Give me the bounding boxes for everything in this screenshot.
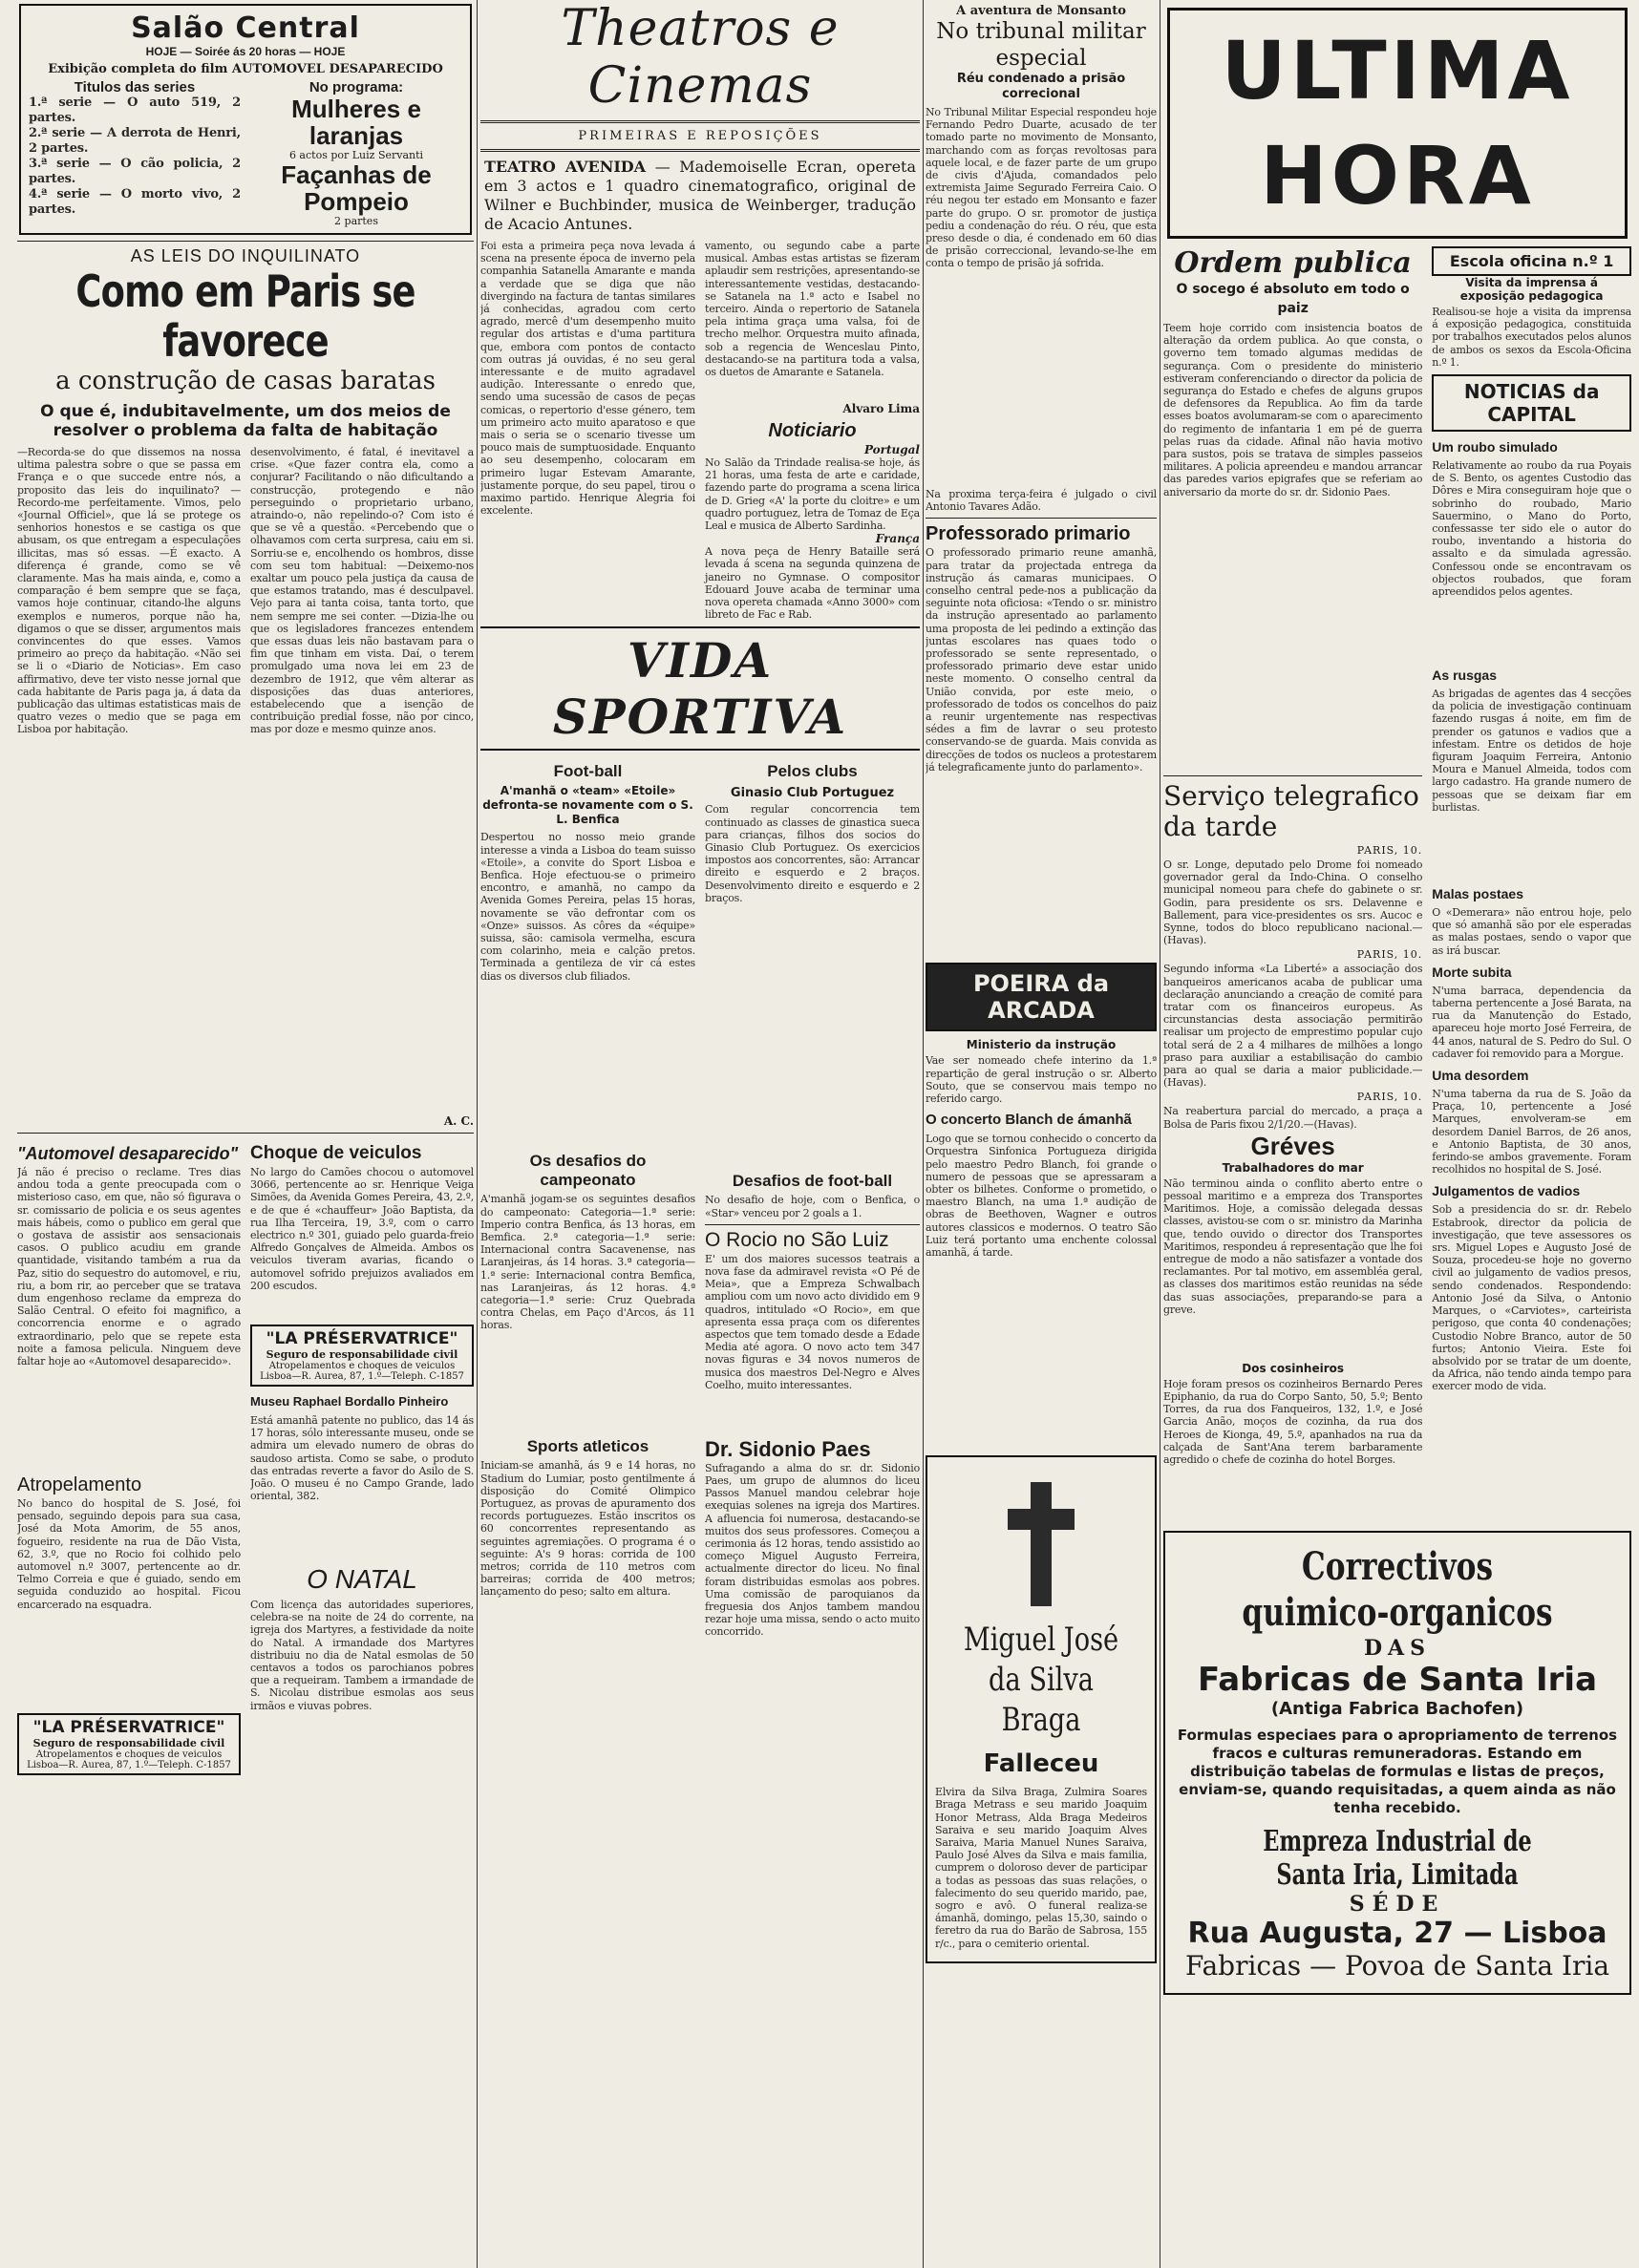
choque-title: Choque de veiculos [250, 1143, 422, 1163]
noticiario-franca: França [875, 532, 920, 546]
ordem-title: Ordem publica [1174, 246, 1412, 280]
obit-name: Miguel José da Silva Braga [963, 1621, 1119, 1740]
greves-body: Não terminou ainda o conflito aberto entre o pessoal maritimo e a empreza dos Transportes Maritimos. Hoje, a comissão delegada dessas classes, avistou-se com o sr. ministro da Marinha que, tendo ouvido o director dos Transportes Maritimos, respondeu á representação que lhe foi entregue de modo a não satisfazer a vontade dos reclamantes. Por tal motivo, em assembléa geral, as classes dos maritimos estão reunidas na séde das suas associações, preparando-se para a greve. [1163, 1176, 1423, 1316]
desafios2-title: Desafios de foot-ball [732, 1172, 893, 1191]
malas-title: Malas postaes [1432, 886, 1524, 902]
preservatrice-line3: Lisboa—R. Aurea, 87, 1.º—Teleph. C-1857 [260, 1371, 464, 1382]
malas-body: O «Demerara» não entrou hoje, pelo que só amanhã são por ele esperadas as malas postaes, sendo o vapor que as irá buscar. [1432, 906, 1631, 957]
morte-body: N'uma barraca, dependencia da taberna pertencente a José Barata, na rua da Manutenção do Estado, apareceu hoje morto José Ferreira, de 44 anos, natural de S. Pedro do Sul. O cadaver foi removido para a Morgue. [1432, 984, 1631, 1060]
natal-title: O NATAL [307, 1564, 417, 1594]
vadios-title: Julgamentos de vadios [1432, 1183, 1581, 1199]
football-deck: A'manhã o «team» «Etoile» defronta-se novamente com o S. L. Benfica [482, 784, 693, 827]
desafios-body: A'manhã jogam-se os seguintes desafios do campeonato: Categoria—1.ª serie: Imperio contra Benfica, ás 13 horas, em Bemfica. 2.ª categoria—1.ª serie: Internacional contra Sacavenense, nas Laranjeiras, ás 14 horas. 3.ª categoria—1.ª serie: Internacional contra Bemfica, nas Laranjeiras, ás 12 horas. 4.ª categoria—1.ª serie: Cruz Quebrada contra Chelas, em Paço d'Arcos, ás 11 horas. [480, 1193, 695, 1332]
preservatrice-line2: Atropelamentos e choques de veiculos [35, 1749, 223, 1760]
servico-dateline-1: PARIS, 10. [1356, 844, 1423, 857]
museu-body: Está amanhã patente no publico, das 14 ás 17 horas, sólo interessante museu, onde se admira um elevado numero de obras do saudoso artista. Como se sabe, o produto das entradas reverte a favor do Asilo de S. João. O museu é no Campo Grande, lado oriental, 382. [250, 1414, 474, 1503]
salao-central-ad [19, 4, 472, 235]
ad-company: Fabricas de Santa Iria [1197, 1660, 1598, 1699]
column-rule [477, 0, 478, 2268]
natal-body: Com licença das autoridades superiores, celebra-se na noite de 24 do corrente, na igreja dos Martyres, a festividade da noite do Natal. A irmandade dos Martyres distribuiu no dia de Natal esmolas de 50 centavos a todos os parochianos pobres que a requeiram. Tambem a irmandade de S. Nicolau distribue esmolas aos seus irmãos e viuvas pobres. [250, 1599, 474, 1712]
servico-body-2: Segundo informa «La Liberté» a associação dos banqueiros americanos acaba de publicar uma declaração anunciando a creação de comité para tratar com os financeiros europeus. As circunstancias desta associação permitirão realisar um projecto de emprestimo popular cujo total será de 2 a 4 milhares de milhões a longo praso para auxiliar a estabilisação do cambio para ao qual se daria a maior publicidade.—(Havas). [1163, 963, 1423, 1090]
inquilinato-body-2: desenvolvimento, é fatal, é inevitavel a crise. «Que fazer contra ela, como a conjurar? Facilitando o não dificultando a construcção, protegendo e não perseguindo o proprietario urbano, atraindo-o, não repelindo-o? Com isto é que se vê a questão. «Percebendo que o olhavamos com certa surpresa, caiu em si. Sorriu-se e, encolhendo os hombros, disse com seu tom habitual: —Deixemo-nos exaltar um pouco pela justiça da causa de que estamos tratando, mas é desculpavel. Vejo para ai tanta coisa, tanta torto, que nem sempre me sei conter. —Dizia-lhe ou que os legisladores francezes entendem que essas duas leis não bastavam para o fim que tinham em vista. Daí, o terem promulgado uma nova lei em 23 de dezembro de 1912, que vêm alterar as disposições das duas anteriores, estabelecendo que a isenção de contribuição predial fosse, não por cinco, mas por doze e mesmo quinze anos. [250, 446, 474, 736]
greves-sub: Trabalhadores do mar [1222, 1160, 1364, 1175]
teatros-logo: Theatros e Cinemas [561, 0, 840, 115]
column-left [17, 0, 474, 2268]
noticiario-title: Noticiario [768, 420, 857, 441]
servico-body-3: Na reabertura parcial do mercado, a praça a Bolsa de Paris fixou 2/1/20.—(Havas). [1163, 1105, 1423, 1131]
obit-body: Elvira da Silva Braga, Zulmira Soares Braga Metrass e seu marido Joaquim Honor Metrass, Alda Braga Medeiros Saraiva e seu marido Joaquim Alves Saraiva, Maria Manuel Nunes Saraiva, Paulo José Alves da Silva e mais familia, cumprem o doloroso dever de participar a todas as pessoas das suas relações, o falecimento do seu querido marido, pae, sogro e avô. O funeral realiza-se ámanhã, domingo, pelas 15,30, saindo o feretro da rua do Barão de Sabrosa, 155 r/c., para o cemiterio oriental. [935, 1786, 1147, 1950]
atleticos-title: Sports atleticos [526, 1437, 649, 1456]
greves-sub-2: Dos cosinheiros [1242, 1361, 1345, 1375]
ad-fabricas: Fabricas — Povoa de Santa Iria [1184, 1949, 1610, 1982]
football-body: Despertou no nosso meio grande interesse a vinda a Lisboa do team suisso «Etoile», a convite do Sport Lisboa e Benfica. Hoje efectuou-se o primeiro encontro, e amanhã, no campo da Avenida Gomes Pereira, pelas 15 horas, novamente se vão defrontar com os «Onze» suissos. As côres da «équipe» suissa, são: camisola vermelha, escura com colarinho, meia e calção pretos. Terminada a gentileza de vir cá estes dias os diversos club filiados. [480, 831, 695, 983]
preservatrice-line1: Seguro de responsabilidade civil [266, 1348, 458, 1361]
preservatrice-ad [250, 1325, 474, 1387]
ordem-body: Teem hoje corrido com insistencia boatos de alteração da ordem publica. Ao que consta, o governo tem tomado algumas medidas de segurança. Com o presidente do ministerio estiveram conferenciando o director da policia de segurança do Estado e chefes de alguns grupos de defensores da Republica. Ao fim da tarde esses boatos avolumaram-se com o aparecimento do regimento de infantaria 1 em pé de guerra pelas ruas da cidade. Afinal não havia motivo para sustos, pois se tratava de simples passeios militares. A policia apreendeu e mandou arrancar das paredes varios epigrafes que se referiam ao aniversario da morte do sr. dr. Sidonio Paes. [1163, 322, 1423, 498]
servico-body-1: O sr. Longe, deputado pelo Drome foi nomeado governador geral da Indo-China. O conselho municipal nomeou para chefe do gabinete o sr. Godin, para presidente os srs. Delavenne e Ballement, para vice-presidentes os srs. Aucoc e Synne, todos do bloco republicano nacional.—(Havas). [1163, 858, 1423, 947]
servico-dateline-3: PARIS, 10. [1356, 1091, 1423, 1104]
series-item: 4.ª serie — O morto vivo, 2 partes. [29, 187, 241, 217]
preservatrice-name: "LA PRÉSERVATRICE" [32, 1718, 225, 1737]
preservatrice-line1: Seguro de responsabilidade civil [32, 1737, 225, 1749]
ultima-hora-logo: ULTIMA HORA [1167, 8, 1628, 239]
inquilinato-headline: Como em Paris se favorece [75, 265, 415, 367]
fertilizer-ad [1163, 1531, 1631, 1995]
inquilinato-subhead: a construção de casas baratas [55, 367, 436, 395]
professorado-body: O professorado primario reune amanhã, para tratar da projectada entrega da instrução ás camaras municipaes. O conselho central pede-nos a publicação da seguinte nota oficiosa: «Tendo o sr. ministro da instrução apresentado ao parlamento uma proposta de lei pedindo a extinção das juntas escolares nas quaes todo o professorado se sente representado, o professorado primario deve estar unido neste momento. O conselho central da União convida, por este meio, o professorado de todos os concelhos do paiz a reunir urgentemente nas respectivas sédes a fim de lavrar o seu protesto conservando-se de guarda. Mais convida as direcções de todos os nucleos a protestarem já telegraficamente junto do parlamento». [926, 546, 1157, 774]
clubs-sub: Ginasio Club Portuguez [730, 786, 895, 801]
ad-sede: SÉDE [1349, 1891, 1446, 1917]
automovel-body: Já não é preciso o reclame. Tres dias andou toda a gente preocupada com o misterioso caso, em que, não só figurava o sr. comissario de policia e os seus agentes mais hábeis, como o publico em geral que o gostava de assistir aos sensacionais casos. O publico acudiu em grande quantidade, visitando também a rua da Paz, sitio do sequestro do automovel, e riu, riu, a bom rir, ao perceber que se tratava dum engenhoso reclame da empreza do Salão Central. O efeito foi magnifico, a concorrencia enorme e o agrado extraordinario, pelo que se repete esta noite a famosa pelicula. Ninguem deve faltar hoje ao «Automovel desaparecido». [17, 1166, 241, 1368]
teatros-body-1: Foi esta a primeira peça nova levada á scena na presente época de inverno pela companhia Satanella Amarante e manda a verdade que se diga que não divergindo na factura de tantas similares já conhecidas, agradou com certo agrado, mercê d'um desempenho muito regular dos artistas e d'uma partitura que, embora com pontos de contacto com outras já ouvidas, é no seu geral interessante e de muito agradavel audição. Interessante o enredo que, sendo uma sucessão de casos de peças comicas, o repertorio d'esse género, tem um primeiro acto muito aparatoso e que mais o seria se o scenario tivesse um pouco mais de sumptuosidade. Enquanto ao seu desempenho, colocaram em primeiro lugar Estevam Amarante, justamente porque, do seu papel, tirou o maximo partido. Henrique Alegria foi excelente. [480, 240, 695, 518]
football-title: Foot-ball [553, 762, 623, 781]
morte-title: Morte subita [1432, 964, 1512, 980]
noticiario-body-2: A nova peça de Henry Bataille será levada á scena na segunda quinzena de janeiro no Gymnase. O compositor Edouard Jouve acaba de terminar uma nova opereta chamada «Anno 3000» com libreto de Fac e Rab. [705, 545, 920, 622]
vadios-body: Sob a presidencia do sr. dr. Rebelo Estabrook, director da policia de investigação, que teve assessores os srs. Miguel Lopes e Augusto José de Souza, procedeu-se hoje no governo civil ao julgamento de vadios presos, sendo condenados. Respondendo: Antonio José da Silva, o Antonio Marques, o «Carviotes», carteirista perigoso, que conta 40 condenações; Custodio Nobre Branco, autor de 50 furtos; Antonio Vieira. Este foi absolvido por se tratar de um doente, da Africa, não tendo ainda tempo para exercer modo de vida. [1432, 1203, 1631, 1393]
preservatrice-line3: Lisboa—R. Aurea, 87, 1.º—Teleph. C-1857 [27, 1760, 231, 1770]
atropelamento-title: Atropelamento [17, 1474, 142, 1495]
ad-former-name: (Antiga Fabrica Bachofen) [1270, 1698, 1524, 1719]
series-item: 3.ª serie — O cão policia, 2 partes. [29, 157, 241, 186]
teatros-signature: Alvaro Lima [842, 402, 920, 415]
roubo-body: Relativamente ao roubo da rua Poyais de S. Bento, os agentes Custodio das Dôres e Mira conseguiram hoje que o sobrinho do roubado, Mario Sauermino, o Mano do Porto, confessasse ter sido ele o autor do roubo, inventando a historia do assalto e da simulada agressão. Confessou onde se encontravam os objectos roubados, que foram apreendidos pelos agentes. [1432, 459, 1631, 599]
salao-exhibition: Exibição completa do film AUTOMOVEL DESAPARECIDO [48, 62, 443, 76]
desafios2-body: No desafio de hoje, com o Benfica, o «Star» venceu por 2 goals a 1. [705, 1194, 920, 1219]
servico-dateline-2: PARIS, 10. [1356, 948, 1423, 962]
greves-body-2: Hoje foram presos os cozinheiros Bernardo Peres Epiphanio, da rua do Corpo Santo, 50, 5.º; Bento Torres, da rua dos Fanqueiros, 132, 1.º, e José Garcia Anão, moços de cozinha, da rua dos Heroes de Kionga, 49, 5.º, apanhados na rua da calçada de Sant'Ana terem barbaramente agredido o chefe de cozinha do hotel Borges. [1163, 1377, 1423, 1467]
preservatrice-name: "LA PRÉSERVATRICE" [266, 1329, 458, 1348]
choque-body: No largo do Camões chocou o automovel 3066, pertencente ao sr. Henrique Veiga Simões, da Avenida Gomes Pereira, 43, 2.º, e de que é «chauffeur» João Baptista, da rua Ilha Terceira, 19, 3.º, com o carro electrico n.º 301, guiado pelo guarda-freio Alfredo Gonçalves de Almeida. Ambos os veiculos tiveram avarias, ficando o automovel sofrido prejuizos avaliados em 200 escudos. [250, 1166, 474, 1292]
teatros-body-2: vamento, ou segundo cabe a parte musical. Ambas estas artistas se fizeram aplaudir sem restrições, apresentando-se interessantemente vestidas, destacando-se Satanela na 1.ª acto e Isabel no terceiro. Ainda o repertorio de Satanela pela intima graça uma valsa, foi de trecho melhor. Orquestra muito afinada, sob a regencia de Wenceslau Pinto, destacando-se na partitura toda a valsa, os duetos de Amarante e Satanela. [705, 240, 920, 379]
ordem-deck: O socego é absoluto em todo o paiz [1176, 282, 1410, 316]
desordem-title: Uma desordem [1432, 1068, 1529, 1084]
rocio-title: O Rocio no São Luiz [705, 1228, 889, 1251]
column-right [1163, 0, 1631, 2268]
rusgas-title: As rusgas [1432, 668, 1497, 684]
noticiario-body-1: No Salão da Trindade realisa-se hoje, ás 21 horas, uma festa de arte e caridade, fazendo parte do programa a scena lirica de D. Grieg «A' la porte du cloitre» e um quadro portuguez, letra de Tomaz de Eça Leal e musica de Alberto Sardinha. [705, 456, 920, 533]
program-title-2: Façanhas de Pompeio [281, 160, 432, 216]
capital-title: NOTICIAS da CAPITAL [1432, 374, 1631, 432]
poeira-sub: Ministerio da instrução [966, 1038, 1117, 1052]
clubs-body: Com regular concorrencia tem continuado as classes de ginastica sueca para crianças, filhos dos socios do Ginasio Club Portuguez. Os exercicios impostos aos concorrentes, são: Arrancar direito e esquerdo e 2 braços. Desenvolvimento direito e esquerdo e 2 braços. [705, 803, 920, 904]
professorado-title: Professorado primario [926, 523, 1131, 545]
ad-address: Rua Augusta, 27 — Lisboa [1187, 1916, 1607, 1950]
cross-icon [1008, 1482, 1075, 1606]
poeira-body: Vae ser nomeado chefe interino da 1.ª repartição de geral instrução o sr. Alberto Souto, que se conservou mais tempo no referido cargo. [926, 1054, 1157, 1106]
inquilinato-body-1: —Recorda-se do que dissemos na nossa ultima palestra sobre o que se passa em França e o que succede entre nós, a proposito das leis do inquilinato? —Recordo-me perfeitamente. Vimos, pelo «Journal Officiel», que lá se protege os senhorios honestos e se castiga os que abusam, os que entregam a especulações illicitas, mas só essas. —É exacto. A diferença é grande, como se vê claramente. Mas ha mais ainda, e, como a comparação é bem sempre que se faça, vamos hoje continuar, citando-lhe alguns exemplos e numeros, porque não ha, digamos o que se disser, argumentos mais convincentes do que esses. Vamos primeiro ao preço da habitação. «Não sei se li o «Diario de Noticias». Em caso affirmativo, deve ter visto nesse jornal que cada habitante de Paris paga ja, á data da publicação das ultimas estatisticas mais de quatro vezes o medio que se paga em Lisboa por habitação. [17, 446, 241, 736]
monsanto-headline: No tribunal militar especial [936, 19, 1146, 71]
salao-subtitle: HOJE — Soirée ás 20 horas — HOJE [145, 45, 346, 58]
escola-body: Realisou-se hoje a visita da imprensa á exposição pedagogica, constituida por trabalhos executados pelos alunos de ambos os sexos da Escola-Oficina n.º 1. [1432, 306, 1631, 369]
desordem-body: N'uma taberna da rua de S. João da Praça, 10, pertencente a José Marques, envolveram-se em desordem Daniel Barros, de 26 anos, e Antonio Baptista, de 30 anos, ferindo-se ambos gravemente. Foram recolhidos no hospital de S. José. [1432, 1088, 1631, 1176]
escola-deck: Visita da imprensa á exposição pedagogica [1459, 276, 1604, 303]
column-center [480, 0, 920, 2268]
clubs-title: Pelos clubs [767, 762, 858, 781]
ad-empresa: Empreza Industrial de Santa Iria, Limitada [1263, 1824, 1532, 1892]
program-title: Mulheres e laranjas [291, 95, 421, 150]
ad-das: DAS [1363, 1635, 1432, 1661]
inquilinato-deck: O que é, indubitavelmente, um dos meios de resolver o problema da falta de habitação [40, 402, 451, 440]
program-note-2: 2 partes [334, 215, 378, 227]
monsanto-tail: Na proxima terça-feira é julgado o civil Antonio Tavares Adão. [926, 488, 1157, 514]
concerto-title: O concerto Blanch de ámanhã [926, 1112, 1132, 1129]
atleticos-body: Iniciam-se amanhã, ás 9 e 14 horas, no Stadium do Lumiar, posto gentilmente á disposição do Comité Olimpico Portuguez, as provas de apuramento dos records portuguezes. Estão inscritos os 60 concorrentes representando as seguintes agremiações. O programa é o seguinte: A's 9 horas: corrida de 100 metros; corrida de 110 metros com barreiras; corrida de 400 metros; lançamento do peso; salto em altura. [480, 1459, 695, 1599]
salao-title: Salão Central [131, 11, 360, 45]
obituary [926, 1455, 1157, 1963]
concerto-body: Logo que se tornou conhecido o concerto da Orquestra Sinfonica Portugueza dirigida pelo maestro Pedro Blanch, foi grande o numero de pessoas que se apressaram a obter os bilhetes. Conforme o prometido, o maestro Blanch, na uma 1.ª audição de obras de Beethoven, Wagner e outros autores classicos e modernos. O teatro São Luiz terá portanto uma enchente colossal amanhã, á tarde. [926, 1133, 1157, 1260]
column-rule [923, 0, 924, 2268]
teatros-lead-venue: TEATRO AVENIDA [484, 158, 647, 176]
ad-title: Correctivos quimico-organicos [1242, 1543, 1553, 1635]
teatros-subtitle: PRIMEIRAS E REPOSIÇÕES [578, 129, 822, 143]
escola-title: Escola oficina n.º 1 [1432, 246, 1631, 276]
poeira-title: POEIRA da ARCADA [926, 963, 1157, 1031]
inquilinato-kicker: AS LEIS DO INQUILINATO [130, 246, 361, 265]
teatros-lead-text: — Mademoiselle Ecran, opereta em 3 actos e 1 quadro cinematografico, original de Wilner e Buchbinder, musica de Weinberger, tradução de Acacio Antunes. [484, 158, 917, 233]
rocio-body: E' um dos maiores sucessos teatrais a nova fase da admiravel revista «O Pé de Meia», que a Empreza Schwalbach ampliou com um novo acto dividido em 9 quadros, intitulado «O Rocio», em que apresenta essa praça com os diferentes aspectos que tem tomado desde a Edade Media até agora. O novo acto tem 347 novas figuras e 34 novos numeros de musica dos maestros Del-Negro e Alves Coelho, muito interessantes. [705, 1252, 920, 1391]
column-narrow [926, 0, 1157, 2268]
automovel-title: "Automovel desaparecido" [17, 1144, 239, 1163]
sidonio-title: Dr. Sidonio Paes [705, 1436, 871, 1461]
ad-description: Formulas especiaes para o apropriamento de terrenos fracos e culturas remuneradoras. Estando em distribuição tabelas de formulas e listas de preços, enviam-se, quando requisitadas, a quem ainda as não tenha recebido. [1177, 1726, 1618, 1816]
roubo-title: Um roubo simulado [1432, 439, 1558, 456]
servico-title: Serviço telegrafico da tarde [1163, 780, 1419, 842]
obit-label: Falleceu [983, 1749, 1099, 1779]
teatros-lead [484, 158, 916, 234]
series-list [29, 95, 241, 218]
program-note: 6 actos por Luiz Servanti [288, 149, 424, 161]
sidonio-body: Sufragando a alma do sr. dr. Sidonio Paes, um grupo de alumnos do liceu Passos Manuel mandou celebrar hoje exequias solenes na igreja dos Martires. A afluencia foi numerosa, destacando-se muitos dos seus professores. Começou a cerimonia ás 12 horas, tendo assistido ao começo Miguel Augusto Ferreira, actualmente director do liceu. No final foram distribuidas esmolas aos pobres. Uma comissão de paroquianos da freguesia dos Anjos tambem mandou rezar hoje uma missa, sendo o acto muito concorrido. [705, 1461, 920, 1639]
noticiario-portugal: Portugal [863, 443, 920, 456]
vida-sportiva-logo: VIDA SPORTIVA [480, 626, 920, 751]
preservatrice-ad-2 [17, 1713, 241, 1775]
series-item: 1.ª serie — O auto 519, 2 partes. [29, 95, 241, 125]
greves-title: Gréves [1250, 1131, 1335, 1160]
inquilinato-signature: A. C. [443, 1114, 474, 1128]
desafios-title: Os desafios do campeonato [529, 1152, 647, 1190]
monsanto-deck: Réu condenado a prisão correcional [956, 72, 1126, 101]
rusgas-body: As brigadas de agentes das 4 secções da policia de investigação continuam fazendo rusgas á noite, em fim de prender os gatunos e vadios que a infestam. Entre os detidos de hoje figuram Joaquim Ferreira, Antonio Moura e Manuel Almeida, todos com largo cadastro. Ha grande numero de pessoas que se deixam fiar em burlistas. [1432, 688, 1631, 814]
series-heading: Titulos das series [74, 79, 196, 95]
preservatrice-line2: Atropelamentos e choques de veiculos [268, 1361, 456, 1371]
atropelamento-body: No banco do hospital de S. José, foi pensado, seguindo depois para sua casa, José da Mota Amorim, de 55 anos, fogueiro, residente na rua de Dão Vista, 62, 3.º, que no Rocio foi colhido pelo automovel n.º 3007, pertencente ao dr. Telmo Correia e que é guiado, sendo em seguida conduzido ao hospital. Ficou encarcerado na esquadra. [17, 1497, 241, 1611]
museu-title: Museu Raphael Bordallo Pinheiro [250, 1394, 449, 1409]
series-item: 2.ª serie — A derrota de Henri, 2 partes. [29, 126, 241, 156]
monsanto-body: No Tribunal Militar Especial respondeu hoje Fernando Pedro Duarte, acusado de ter tomado parte no movimento de Monsanto, marchando com as forças revoltosas para aquele local, e de fazer parte de um grupo de civis d'Ajuda, comandados pelo extremista Jaime Segurado Ferreira Caio. O réu negou ter estado em Monsanto e fazer parte do grupo. O sr. promotor de justiça pediu a condenação do réu. O réu, que esta preso desde o dia, é condenado em 60 dias de prisão correccional, levando-se-lhe em conta o tempo de prisão já sofrida. [926, 106, 1157, 270]
monsanto-kicker: A aventura de Monsanto [956, 4, 1126, 18]
program-label: No programa: [309, 79, 404, 95]
